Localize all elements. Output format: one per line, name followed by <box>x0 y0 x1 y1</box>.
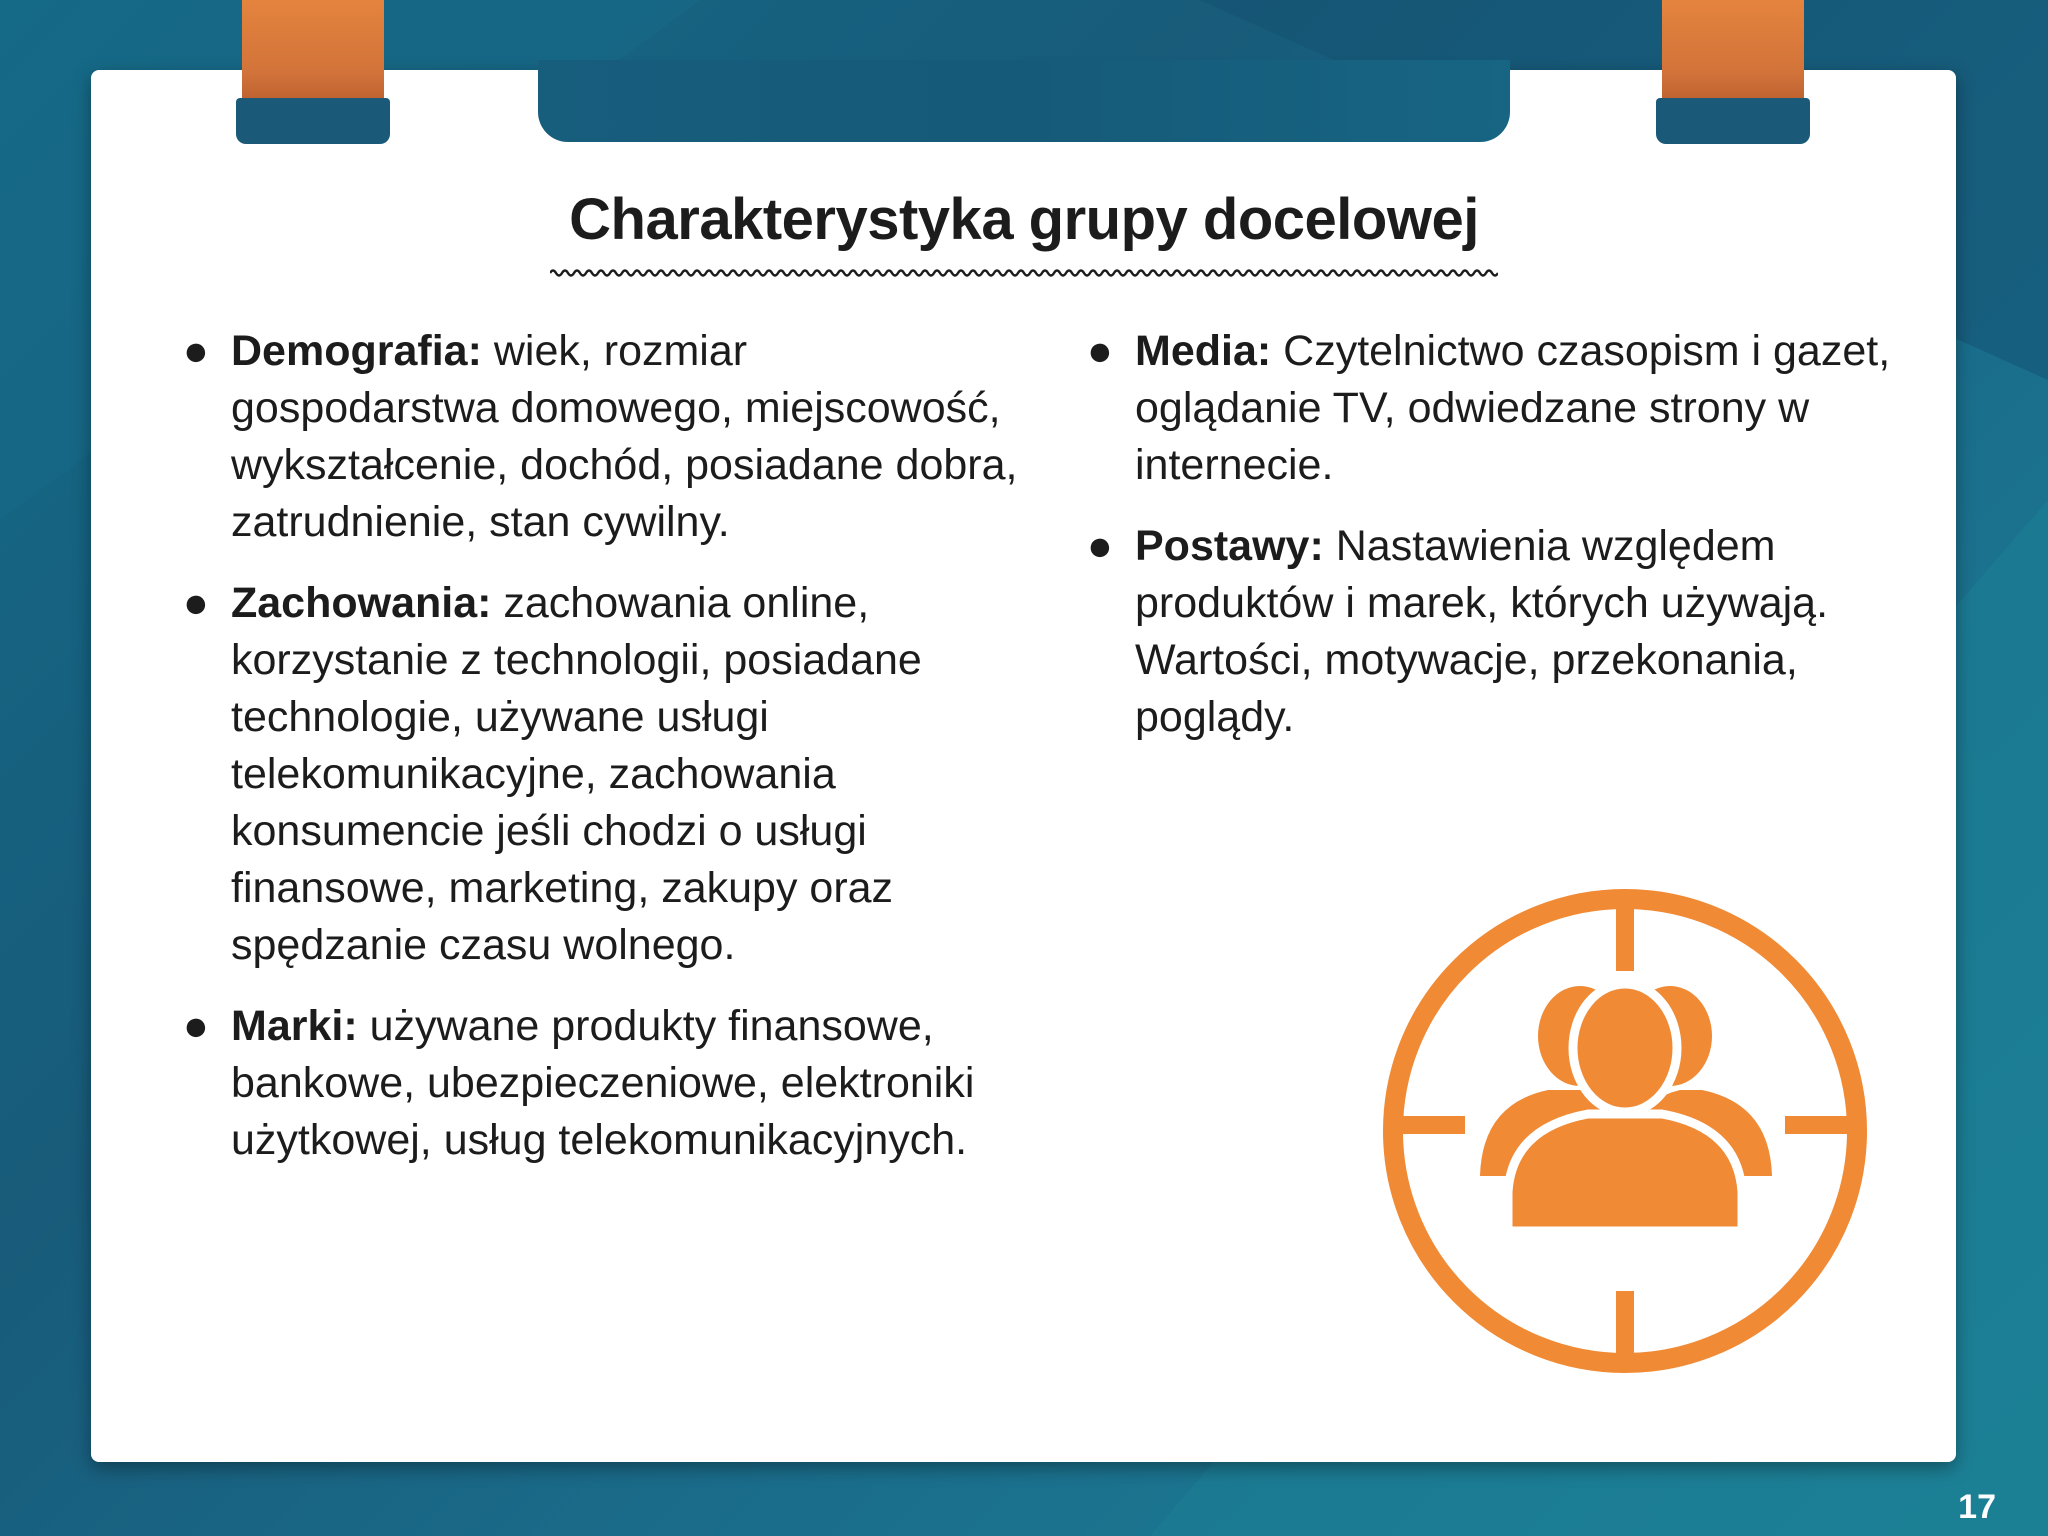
bullet-marki <box>181 998 1021 1169</box>
title-wavy-underline <box>550 266 1498 280</box>
bullet-text: Czytelnictwo czasopism i gazet, oglądanie TV, odwiedzane strony w internecie. <box>1135 327 1891 489</box>
bullet-dot-icon: ● <box>183 327 209 375</box>
bullet-media <box>1085 323 1935 494</box>
page-number: 17 <box>1958 1488 1996 1526</box>
bullet-term: Zachowania: <box>231 579 504 627</box>
bullet-text: wiek, rozmiar gospodarstwa domowego, miejscowość, wykształcenie, dochód, posiadane dobra, zatrudnienie, stan cywilny. <box>231 327 1018 546</box>
bullet-term: Demografia: <box>231 327 494 375</box>
bullet-term: Media: <box>1135 327 1284 375</box>
bullet-dot-icon: ● <box>1087 522 1113 570</box>
tab-strap <box>242 0 384 112</box>
bullet-dot-icon: ● <box>183 1002 209 1050</box>
bullet-zachowania <box>181 575 1021 974</box>
tab-holder <box>236 98 390 144</box>
tab-strap <box>1662 0 1804 112</box>
right-column <box>1085 323 1935 770</box>
tab-holder <box>1656 98 1810 144</box>
bullet-term: Marki: <box>231 1002 370 1050</box>
binder-tab-left <box>236 0 390 144</box>
bullet-dot-icon: ● <box>183 579 209 627</box>
bullet-text: Nastawienia względem produktów i marek, których używają. Wartości, motywacje, przekonania, poglądy. <box>1135 522 1829 741</box>
card-top-notch <box>538 60 1510 142</box>
bullet-text: używane produkty finansowe, bankowe, ubezpieczeniowe, elektroniki użytkowej, usług telekomunikacyjnych. <box>231 1002 975 1164</box>
slide-title: Charakterystyka grupy docelowej <box>569 187 1479 252</box>
bullet-term: Postawy: <box>1135 522 1336 570</box>
binder-tab-right <box>1656 0 1810 144</box>
bullet-demografia <box>181 323 1021 551</box>
bullet-postawy <box>1085 518 1935 746</box>
bullet-dot-icon: ● <box>1087 327 1113 375</box>
bullet-text: zachowania online, korzystanie z technologii, posiadane technologie, używane usługi telekomunikacyjne, zachowania konsumencie jeśli chodzi o usługi finansowe, marketing, zakupy oraz spędzanie czasu wolnego. <box>231 579 922 969</box>
left-column <box>181 323 1021 1193</box>
target-audience-icon <box>1380 886 1870 1376</box>
